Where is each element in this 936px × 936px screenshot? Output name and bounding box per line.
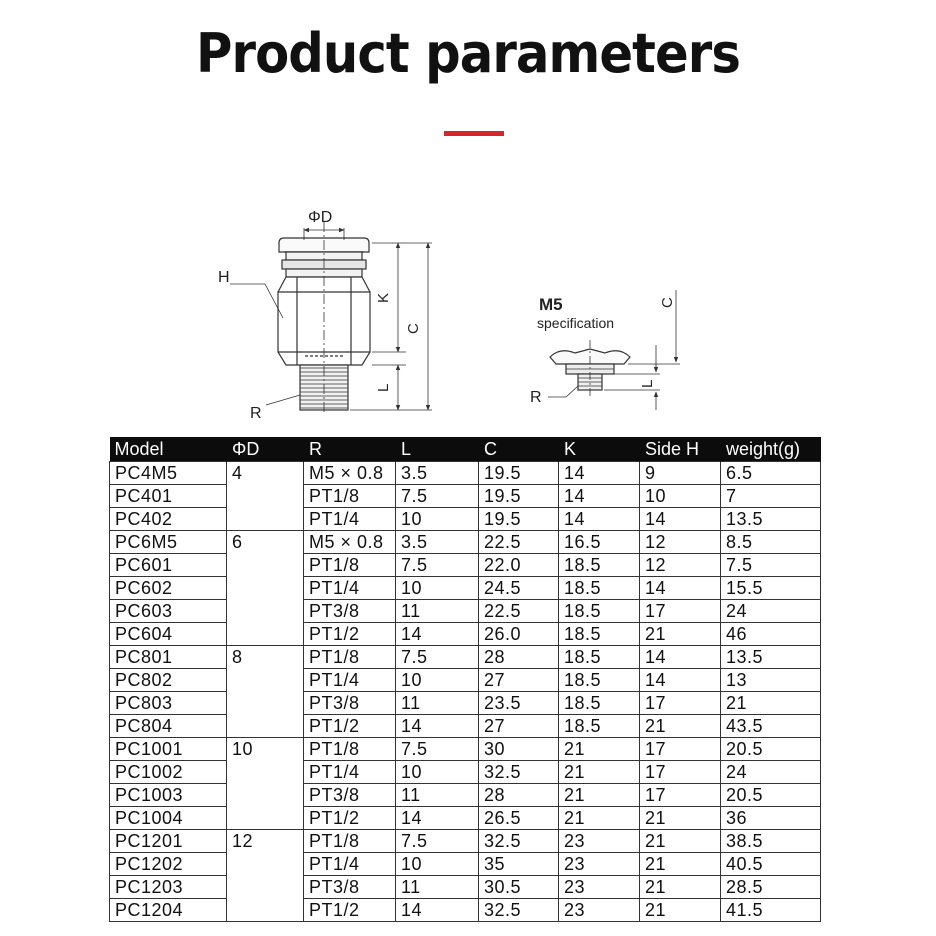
side-h-cell: 21	[640, 853, 721, 876]
weight-cell: 13.5	[721, 646, 821, 669]
r-cell: PT1/2	[304, 715, 396, 738]
l-cell: 7.5	[396, 554, 479, 577]
side-h-cell: 17	[640, 600, 721, 623]
k-cell: 21	[559, 761, 640, 784]
m5-title: M5	[539, 295, 563, 314]
straight-fitting-drawing	[278, 222, 370, 415]
l-cell: 11	[396, 600, 479, 623]
model-cell: PC604	[110, 623, 227, 646]
k-cell: 14	[559, 462, 640, 485]
weight-cell: 38.5	[721, 830, 821, 853]
k-label: K	[375, 292, 392, 303]
table-row	[110, 784, 821, 807]
k-cell: 21	[559, 738, 640, 761]
side-h-cell: 12	[640, 531, 721, 554]
table-row	[110, 669, 821, 692]
c-cell: 32.5	[479, 761, 559, 784]
k-cell: 18.5	[559, 577, 640, 600]
l-cell: 14	[396, 623, 479, 646]
table-row	[110, 807, 821, 830]
c-cell: 22.0	[479, 554, 559, 577]
h-label: H	[218, 269, 230, 286]
k-cell: 18.5	[559, 623, 640, 646]
side-h-cell: 14	[640, 669, 721, 692]
header-weight: weight(g)	[721, 437, 821, 462]
weight-cell: 43.5	[721, 715, 821, 738]
c-cell: 28	[479, 646, 559, 669]
model-cell: PC1204	[110, 899, 227, 922]
table-row	[110, 577, 821, 600]
c-cell: 27	[479, 715, 559, 738]
m5-l-label: L	[639, 379, 656, 388]
r-cell: PT1/8	[304, 830, 396, 853]
table-row	[110, 623, 821, 646]
l-cell: 10	[396, 669, 479, 692]
side-h-cell: 14	[640, 577, 721, 600]
side-h-cell: 14	[640, 646, 721, 669]
header-side-h: Side H	[640, 437, 721, 462]
r-cell: PT3/8	[304, 876, 396, 899]
m5-fitting-drawing	[550, 340, 630, 396]
l-cell: 11	[396, 876, 479, 899]
l-cell: 3.5	[396, 462, 479, 485]
weight-cell: 21	[721, 692, 821, 715]
r-cell: PT1/2	[304, 623, 396, 646]
weight-cell: 24	[721, 600, 821, 623]
title-accent-bar	[444, 131, 504, 136]
header-model: Model	[110, 437, 227, 462]
table-row	[110, 830, 821, 853]
weight-cell: 28.5	[721, 876, 821, 899]
l-cell: 7.5	[396, 646, 479, 669]
c-cell: 19.5	[479, 508, 559, 531]
c-cell: 27	[479, 669, 559, 692]
k-cell: 18.5	[559, 692, 640, 715]
phi-d-label: ΦD	[308, 209, 333, 226]
r-cell: PT1/2	[304, 899, 396, 922]
c-label: C	[405, 323, 422, 334]
k-cell: 16.5	[559, 531, 640, 554]
header-l: L	[396, 437, 479, 462]
weight-cell: 36	[721, 807, 821, 830]
table-row	[110, 646, 821, 669]
diameter-cell: 8	[227, 646, 304, 738]
table-row	[110, 531, 821, 554]
r-cell: PT1/4	[304, 853, 396, 876]
c-cell: 35	[479, 853, 559, 876]
r-cell: M5 × 0.8	[304, 531, 396, 554]
c-cell: 26.5	[479, 807, 559, 830]
c-cell: 30	[479, 738, 559, 761]
side-h-cell: 21	[640, 830, 721, 853]
r-cell: PT1/8	[304, 646, 396, 669]
diameter-cell: 6	[227, 531, 304, 646]
model-cell: PC804	[110, 715, 227, 738]
weight-cell: 20.5	[721, 738, 821, 761]
c-cell: 30.5	[479, 876, 559, 899]
side-h-cell: 21	[640, 807, 721, 830]
weight-cell: 6.5	[721, 462, 821, 485]
diameter-cell: 4	[227, 462, 304, 531]
c-cell: 19.5	[479, 485, 559, 508]
r-cell: PT1/4	[304, 508, 396, 531]
m5-c-label: C	[659, 297, 676, 308]
k-cell: 18.5	[559, 715, 640, 738]
header-k: K	[559, 437, 640, 462]
table-row	[110, 899, 821, 922]
l-cell: 14	[396, 807, 479, 830]
side-h-cell: 21	[640, 899, 721, 922]
table-row	[110, 485, 821, 508]
side-h-cell: 17	[640, 738, 721, 761]
model-cell: PC601	[110, 554, 227, 577]
model-cell: PC402	[110, 508, 227, 531]
table-body	[110, 462, 821, 922]
header-c: C	[479, 437, 559, 462]
product-parameters-table	[109, 437, 821, 922]
c-cell: 22.5	[479, 531, 559, 554]
model-cell: PC6M5	[110, 531, 227, 554]
r-cell: PT3/8	[304, 692, 396, 715]
model-cell: PC1001	[110, 738, 227, 761]
l-cell: 10	[396, 508, 479, 531]
table-row	[110, 761, 821, 784]
side-h-cell: 17	[640, 784, 721, 807]
c-cell: 28	[479, 784, 559, 807]
r-cell: PT1/4	[304, 761, 396, 784]
model-cell: PC803	[110, 692, 227, 715]
r-cell: M5 × 0.8	[304, 462, 396, 485]
header-r: R	[304, 437, 396, 462]
weight-cell: 15.5	[721, 577, 821, 600]
model-cell: PC602	[110, 577, 227, 600]
k-cell: 14	[559, 508, 640, 531]
model-cell: PC1002	[110, 761, 227, 784]
r-cell: PT3/8	[304, 784, 396, 807]
weight-cell: 24	[721, 761, 821, 784]
table-row	[110, 462, 821, 485]
table-row	[110, 554, 821, 577]
r-cell: PT1/4	[304, 669, 396, 692]
weight-cell: 7	[721, 485, 821, 508]
model-cell: PC1201	[110, 830, 227, 853]
model-cell: PC801	[110, 646, 227, 669]
k-cell: 23	[559, 853, 640, 876]
l-label: L	[375, 383, 392, 392]
model-cell: PC603	[110, 600, 227, 623]
l-cell: 14	[396, 715, 479, 738]
table-row	[110, 508, 821, 531]
side-h-cell: 12	[640, 554, 721, 577]
model-cell: PC1203	[110, 876, 227, 899]
r-cell: PT1/4	[304, 577, 396, 600]
weight-cell: 7.5	[721, 554, 821, 577]
r-label: R	[250, 405, 262, 422]
m5-subtitle: specification	[537, 315, 615, 331]
r-cell: PT1/8	[304, 485, 396, 508]
c-cell: 23.5	[479, 692, 559, 715]
l-cell: 10	[396, 761, 479, 784]
k-cell: 21	[559, 784, 640, 807]
r-cell: PT1/8	[304, 554, 396, 577]
weight-cell: 20.5	[721, 784, 821, 807]
c-cell: 32.5	[479, 899, 559, 922]
weight-cell: 13	[721, 669, 821, 692]
side-h-cell: 21	[640, 623, 721, 646]
m5-r-label: R	[530, 389, 542, 406]
r-cell: PT1/8	[304, 738, 396, 761]
header-diameter: ΦD	[227, 437, 304, 462]
k-cell: 23	[559, 876, 640, 899]
k-cell: 23	[559, 899, 640, 922]
l-cell: 11	[396, 692, 479, 715]
l-cell: 11	[396, 784, 479, 807]
side-h-cell: 21	[640, 715, 721, 738]
side-h-cell: 10	[640, 485, 721, 508]
r-cell: PT1/2	[304, 807, 396, 830]
weight-cell: 13.5	[721, 508, 821, 531]
model-cell: PC802	[110, 669, 227, 692]
table-row	[110, 738, 821, 761]
l-cell: 10	[396, 853, 479, 876]
table-row	[110, 876, 821, 899]
side-h-cell: 17	[640, 761, 721, 784]
l-cell: 14	[396, 899, 479, 922]
c-cell: 32.5	[479, 830, 559, 853]
weight-cell: 41.5	[721, 899, 821, 922]
k-cell: 21	[559, 807, 640, 830]
model-cell: PC4M5	[110, 462, 227, 485]
k-cell: 18.5	[559, 554, 640, 577]
diameter-cell: 12	[227, 830, 304, 922]
table-row	[110, 600, 821, 623]
r-cell: PT3/8	[304, 600, 396, 623]
c-cell: 24.5	[479, 577, 559, 600]
model-cell: PC1003	[110, 784, 227, 807]
table-row	[110, 692, 821, 715]
l-cell: 7.5	[396, 485, 479, 508]
k-cell: 14	[559, 485, 640, 508]
k-cell: 18.5	[559, 646, 640, 669]
l-cell: 7.5	[396, 830, 479, 853]
diameter-cell: 10	[227, 738, 304, 830]
k-cell: 18.5	[559, 600, 640, 623]
k-cell: 18.5	[559, 669, 640, 692]
fitting-technical-drawing	[0, 190, 936, 435]
weight-cell: 40.5	[721, 853, 821, 876]
table-row	[110, 853, 821, 876]
c-cell: 19.5	[479, 462, 559, 485]
c-cell: 22.5	[479, 600, 559, 623]
model-cell: PC1004	[110, 807, 227, 830]
table-header-row	[110, 437, 821, 462]
weight-cell: 8.5	[721, 531, 821, 554]
l-cell: 10	[396, 577, 479, 600]
side-h-cell: 21	[640, 876, 721, 899]
c-cell: 26.0	[479, 623, 559, 646]
table-row	[110, 715, 821, 738]
side-h-cell: 14	[640, 508, 721, 531]
model-cell: PC401	[110, 485, 227, 508]
l-cell: 7.5	[396, 738, 479, 761]
side-h-cell: 9	[640, 462, 721, 485]
page-title: Product parameters	[195, 22, 740, 85]
side-h-cell: 17	[640, 692, 721, 715]
l-cell: 3.5	[396, 531, 479, 554]
model-cell: PC1202	[110, 853, 227, 876]
k-cell: 23	[559, 830, 640, 853]
weight-cell: 46	[721, 623, 821, 646]
